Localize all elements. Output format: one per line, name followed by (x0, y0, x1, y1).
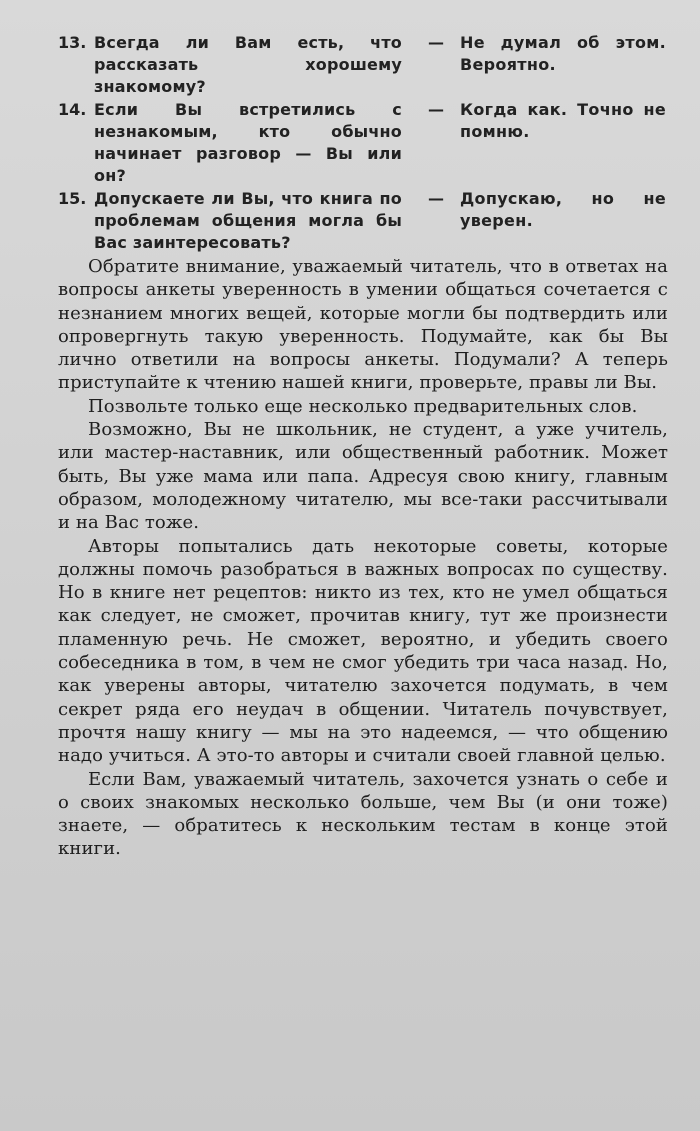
answer-text: Допускаю, но не уверен. (460, 189, 666, 230)
questionnaire-list (58, 32, 678, 255)
paragraph-preliminary: Позвольте только еще несколько предварительных слов. (88, 395, 638, 417)
answer-dash: — (428, 33, 444, 52)
paragraph-intro: Обратите внимание, уважаемый читатель, что в ответах на вопросы анкеты уверенность в умении общаться сочетается с незнанием многих вещей, которые могли бы подтвердить или опровергнуть такую уверенность. Подумайте, как бы Вы лично ответили на вопросы анкеты. Подумали? А теперь приступайте к чтению нашей книги, проверьте, правы ли Вы. (58, 256, 668, 394)
answer-dash: — (428, 100, 444, 119)
answer-dash: — (428, 189, 444, 208)
question-number: 13. (58, 33, 87, 52)
answer-text: Не думал об этом. Вероятно. (460, 33, 666, 74)
questionnaire-item (58, 99, 678, 187)
question-number: 14. (58, 100, 87, 119)
question-text: Если Вы встретились с незнакомым, кто обычно начинает разговор — Вы или он? (94, 100, 402, 185)
paragraph-tests: Если Вам, уважаемый читатель, захочется узнать о себе и о своих знакомых несколько больше, чем Вы (и они тоже) знаете, — обратитесь к нескольким тестам в конце этой книги. (58, 768, 668, 860)
body-text (58, 255, 668, 861)
paragraph-authors-goal: Авторы попытались дать некоторые советы, которые должны помочь разобраться в важных вопросах по существу. Но в книге нет рецептов: никто из тех, кто не умел общаться как следует, не сможет, прочитав книгу, тут же произнести пламенную речь. Не сможет, вероятно, и убедить своего собеседника в том, в чем не смог убедить три часа назад. Но, как уверены авторы, читателю захочется подумать, в чем секрет ряда его неудач в общении. Читатель почувствует, прочтя нашу книгу — мы на это надеемся, — что общению надо учиться. А это-то авторы и считали своей главной целью. (58, 535, 668, 767)
questionnaire-item (58, 32, 678, 98)
paragraph-readers: Возможно, Вы не школьник, не студент, а уже учитель, или мастер-наставник, или общественный работник. Может быть, Вы уже мама или папа. Адресуя свою книгу, главным образом, молодежному читателю, мы все-таки рассчитывали и на Вас тоже. (58, 419, 668, 534)
answer-text: Когда как. Точно не помню. (460, 100, 666, 141)
question-text: Допускаете ли Вы, что книга по проблемам общения могла бы Вас заинтересовать? (94, 189, 402, 252)
question-number: 15. (58, 189, 87, 208)
question-text: Всегда ли Вам есть, что рассказать хорошему знакомому? (94, 33, 402, 96)
questionnaire-item (58, 188, 678, 254)
